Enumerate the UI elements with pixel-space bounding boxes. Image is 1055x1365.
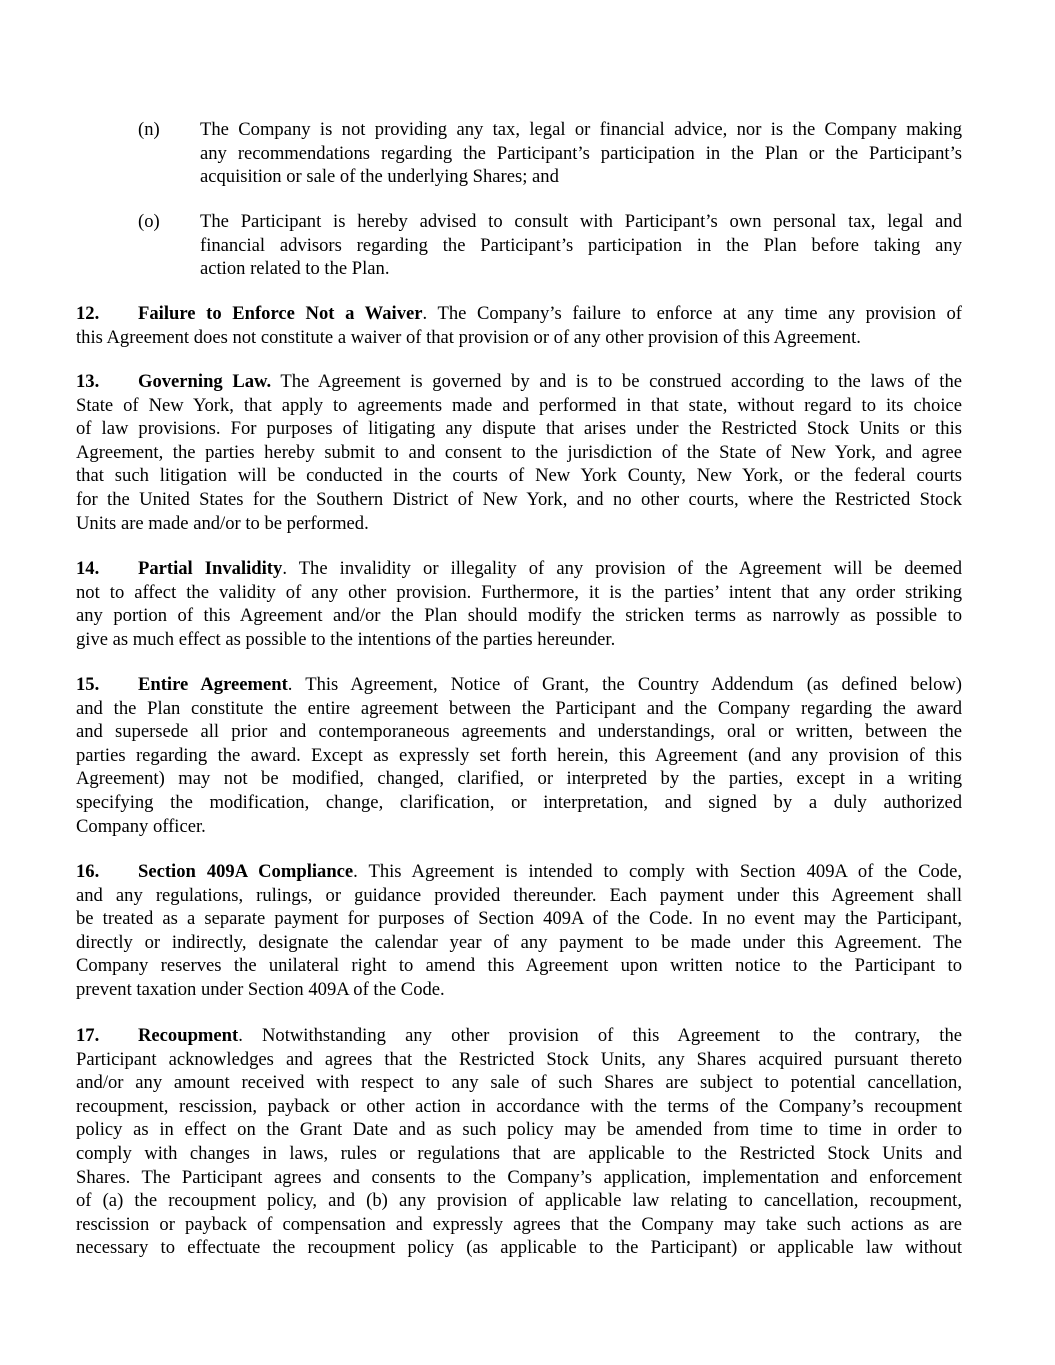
section-text: . This Agreement is intended to comply with Section 409A of the Code, — [353, 861, 962, 882]
section-first-line — [76, 302, 962, 326]
section-number: 14. — [76, 558, 100, 579]
section-13 — [76, 370, 962, 535]
text-line: necessary to effectuate the recoupment policy (as applicable to the Participant) or applicable law without — [76, 1237, 962, 1259]
text-line: Units are made and/or to be performed. — [76, 512, 369, 534]
list-item-text — [200, 210, 962, 281]
section-heading: Section 409A Compliance — [138, 861, 354, 882]
section-14 — [76, 557, 962, 651]
text-line: Shares. The Participant agrees and consents to the Company’s application, implementation and enforcement — [76, 1166, 962, 1188]
text-line: of law provisions. For purposes of litigating any dispute that arises under the Restricted Stock Units or this — [76, 418, 962, 440]
section-first-line — [76, 1024, 962, 1048]
text-line: and/or any amount received with respect to any sale of such Shares are subject to potential cancellation, — [76, 1072, 962, 1094]
text-line: and any regulations, rulings, or guidance provided thereunder. Each payment under this Agreement shall — [76, 884, 962, 906]
text-line: State of New York, that apply to agreements made and performed in that state, without regard to its choice — [76, 394, 962, 416]
text-line: comply with changes in laws, rules or regulations that are applicable to the Restricted Stock Units and — [76, 1142, 962, 1164]
list-marker: (o) — [138, 211, 160, 232]
text-line: directly or indirectly, designate the calendar year of any payment to be made under this Agreement. The — [76, 931, 962, 953]
text-line: and the Plan constitute the entire agreement between the Participant and the Company regarding the award — [76, 697, 962, 719]
text-line: acquisition or sale of the underlying Shares; and — [200, 166, 559, 188]
text-line: policy as in effect on the Grant Date and as such policy may be amended from time to time in order to — [76, 1119, 962, 1141]
list-marker: (n) — [138, 119, 160, 140]
text-line: give as much effect as possible to the intentions of the parties hereunder. — [76, 628, 616, 650]
text-line: rescission or payback of compensation and expressly agrees that the Company may take such actions as are — [76, 1213, 962, 1235]
section-first-line — [76, 557, 962, 581]
section-first-line — [76, 370, 962, 394]
text-line: Company reserves the unilateral right to amend this Agreement upon written notice to the Participant to — [76, 955, 962, 977]
list-item-text — [200, 118, 962, 189]
text-line: Agreement) may not be modified, changed, clarified, or interpreted by the parties, except in a writing — [76, 768, 962, 790]
text-line: action related to the Plan. — [200, 258, 390, 280]
section-16 — [76, 860, 962, 1002]
section-17 — [76, 1024, 962, 1260]
section-15 — [76, 673, 962, 838]
text-line: not to affect the validity of any other provision. Furthermore, it is the parties’ intent that any order striking — [76, 581, 962, 603]
section-text: . The Company’s failure to enforce at any time any provision of — [422, 303, 963, 324]
section-heading: Failure to Enforce Not a Waiver — [138, 303, 423, 324]
section-number: 17. — [76, 1025, 100, 1046]
section-text: . The invalidity or illegality of any provision of the Agreement will be deemed — [282, 558, 963, 579]
section-text: . This Agreement, Notice of Grant, the Country Addendum (as defined below) — [287, 674, 962, 695]
section-12 — [76, 302, 962, 349]
section-first-line — [76, 673, 962, 697]
text-line: and supersede all prior and contemporaneous agreements and understandings, oral or written, between the — [76, 721, 962, 743]
text-line: parties regarding the award. Except as expressly set forth herein, this Agreement (and any provision of this — [76, 744, 962, 766]
text-line: The Participant is hereby advised to consult with Participant’s own personal tax, legal and — [200, 211, 962, 232]
section-text: The Agreement is governed by and is to be construed according to the laws of the — [271, 371, 963, 392]
section-heading: Recoupment — [138, 1025, 239, 1046]
text-line: for the United States for the Southern District of New York, and no other courts, where the Restricted Stock — [76, 488, 962, 510]
section-text: . Notwithstanding any other provision of this Agreement to the contrary, the — [238, 1025, 962, 1046]
section-number: 12. — [76, 303, 100, 324]
text-line: Company officer. — [76, 815, 206, 837]
text-line: Agreement, the parties hereby submit to and consent to the jurisdiction of the State of New York, and agree — [76, 441, 962, 463]
text-line: The Company is not providing any tax, legal or financial advice, nor is the Company making — [200, 119, 962, 140]
section-number: 16. — [76, 861, 100, 882]
text-line: recoupment, rescission, payback or other action in accordance with the terms of the Company’s recoupment — [76, 1095, 962, 1117]
text-line: any recommendations regarding the Participant’s participation in the Plan or the Participant’s — [200, 142, 962, 164]
section-heading: Governing Law. — [138, 371, 272, 392]
section-heading: Entire Agreement — [138, 674, 288, 695]
text-line: this Agreement does not constitute a waiver of that provision or of any other provision of this Agreement. — [76, 326, 861, 348]
text-line: prevent taxation under Section 409A of the Code. — [76, 978, 445, 1000]
text-line: specifying the modification, change, clarification, or interpretation, and signed by a duly authorized — [76, 791, 962, 813]
section-first-line — [76, 860, 962, 884]
text-line: of (a) the recoupment policy, and (b) any provision of applicable law relating to cancellation, recoupment, — [76, 1190, 962, 1212]
text-line: any portion of this Agreement and/or the Plan should modify the stricken terms as narrowly as possible to — [76, 605, 962, 627]
text-line: Participant acknowledges and agrees that the Restricted Stock Units, any Shares acquired pursuant thereto — [76, 1048, 962, 1070]
section-number: 15. — [76, 674, 100, 695]
text-line: that such litigation will be conducted in the courts of New York County, New York, or the federal courts — [76, 465, 962, 487]
text-line: financial advisors regarding the Participant’s participation in the Plan before taking any — [200, 234, 962, 256]
section-heading: Partial Invalidity — [138, 558, 283, 579]
text-line: be treated as a separate payment for purposes of Section 409A of the Code. In no event may the Participant, — [76, 908, 962, 930]
section-number: 13. — [76, 371, 100, 392]
